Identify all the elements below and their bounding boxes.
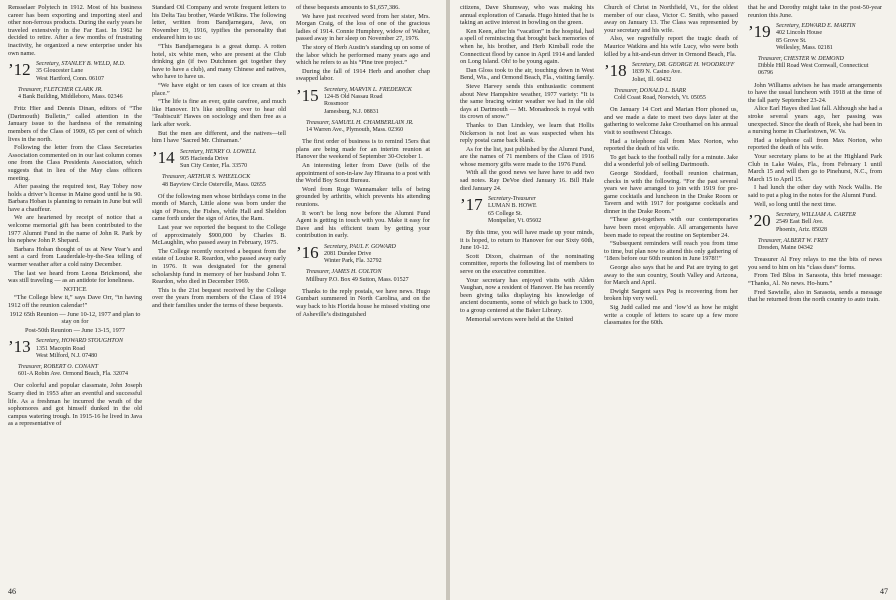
paragraph: Had a telephone call from Max Norton, who reported the death of his wife. (604, 137, 738, 153)
paragraph: I had lunch the other day with Nock Wallis. He said to put a plug in the notes for the Alumni Fund. (748, 184, 882, 199)
paragraph: Last year we reported the bequest to the College of approximately $900,000 by Charles B. McLaughlin, who passed away in February, 1975. (152, 224, 286, 247)
paragraph: “These get-togethers with our contemporaries have been most enjoyable. All arrangements have been made to repeat the routine on September 24. (604, 216, 738, 239)
notice-heading: NOTICE (63, 285, 87, 293)
paragraph: Thanks to Dan Lindsley, we learn that Hollis Nickerson is not lost as was suspected when his reply postal came back blank. (460, 121, 594, 145)
class-header-1912 (8, 61, 142, 83)
paragraph: Of the following men whose birthdays come in the month of March, Little alone was born under the sign of Pisces, the Fishes, while Hall and Sheldon came forth under the sign of Aries, the Ram. (152, 192, 286, 223)
paragraph: “We have eight or ten cases of ice cream at this place.” (152, 81, 286, 97)
class-header-1920 (748, 212, 882, 234)
paragraph: Memorial services were held at the United (466, 315, 574, 323)
class-header-1918 (604, 62, 738, 84)
paragraph: Fred Sawtelle, also in Sarasota, sends a message that he returned from the north country to auto train. (748, 288, 882, 304)
class-header-1913 (8, 338, 142, 360)
class-secretary-info: Secretary, MARVIN L. FREDERICK 124-B Old Nassau Road Rossmoor Jamesburg, N.J. 08831 (324, 86, 412, 115)
paragraph: Treasurer Al Frey relays to me the bits of news you send to him on his “class dues” forms. (748, 256, 882, 271)
class-secretary-info: Secretary-Treasurer LUMAN B. HOWE 65 College St. Montpelier, Vt. 05602 (488, 196, 542, 224)
class-treasurer-info: Treasurer, JAMES H. COLTON Millbury P.O. Box 49 Sutton, Mass. 01527 (306, 269, 409, 283)
class-year: ’18 (604, 61, 627, 81)
paragraph: The last we heard from Leona Brickmond, she was still traveling — as an antidote for loneliness. (8, 269, 142, 285)
paragraph: Word from Ruge Wannamaker tells of being grounded by arthritis, which prevents his attending reunions. (296, 185, 430, 208)
left-page (0, 0, 446, 600)
class-year: ’13 (8, 337, 31, 357)
paragraph: “The life is fine an ever, quite carefree, and much like Hanover. It’s like strolling over to hear old ‘Teabiscuit’ Hawes on sociology and then free as a lark after work. (152, 98, 286, 128)
page-number: 46 (8, 587, 16, 596)
paragraph: Dwight Sargent says Peg is recovering from her broken hip very well. (604, 287, 738, 303)
class-year: ’12 (8, 60, 31, 80)
paragraph: Following the letter from the Class Secretaries Association commented on in our last column comes one from the Class Presidents Association, which suggests that in lieu of the May class officers meeting. (8, 144, 142, 182)
paragraph: We are heartened by receipt of notice that a welcome memorial gift has been contributed to the 1977 Alumni Fund in the name of John R. Park by his nephew John P. Shepard. (8, 214, 142, 245)
paragraph: The College recently received a bequest from the estate of Louise R. Reardon, who passed away early in 1976. It was designated for the general scholarship fund in memory of her husband John T. Reardon, who died in December 1969. (152, 247, 286, 286)
paragraph: Our colorful and popular classmate, John Joseph Scarry died in 1953 after an eventful and successful life. As a freshman he incurred the wrath of the sophomores and got himself dunked in the old campus watering trough. In 1915-16 he lived in Java as a representative of (8, 382, 142, 428)
paragraph: From Ted Bliss in Sarasota, this brief message: “Thanks, Al. No news. Ho-hum.” (748, 272, 882, 287)
paragraph: George also says that he and Pat are trying to get away to the sun country, South Valley and Arizona, for March and April. (604, 264, 738, 287)
class-treasurer-info: Treasurer, SAMUEL H. CHAMBERLAIN JR. 14 Warren Ave., Plymouth, Mass. 02360 (306, 119, 414, 133)
class-treasurer-info: Treasurer, ROBERT O. CONANT 601-A Robin Ave. Ormond Beach, Fla. 32074 (18, 364, 129, 378)
class-header-1916 (296, 244, 430, 266)
paragraph: that he and Dorothy might take in the post-50-year reunion this June. (748, 4, 882, 19)
notice-body: “The College blew it,” says Dave Orr, “in having 1912 off the reunion calendar!” (8, 294, 142, 310)
paragraph: Sig Judd called me and ’low’d as how he might write a couple of letters to scare up a few more classmates for the 60th. (604, 304, 738, 327)
paragraph: Also, we regretfully report the tragic death of Maurice Watkins and his wife Lucy, who were both killed by a hit-and-run driver in Ormond Beach, Fla. (604, 35, 738, 58)
paragraph: Your secretary has enjoyed visits with Alden Vaughan, now a resident of Hanover. He has recently been giving talks displaying his knowledge of ancient documents, some of which go back to 1300, to a group centered at the Baker Library. (460, 276, 594, 314)
paragraph: Barbara Hoban thought of us at New Year’s and sent a card from Lauderdale-by-the-Sea telling of warmer weather after a cold rainy December. (8, 245, 142, 269)
class-header-1914 (152, 149, 286, 171)
reunion-line: 1912 65th Reunion — June 10-12, 1977 and plan to stay on for (9, 310, 141, 326)
paragraph: Ken Keen, after his “vacation” in the hospital, had a spell of reminiscing that brought back memories of when he, his brother, and Herb Kimball rode the Connecticut flood by canoe in April 1914 and landed on Long Island. Oh! to be young again. (460, 27, 594, 66)
class-secretary-info: Secretary, HENRY O. LOWELL 905 Hacienda Drive Sun City Center, Fla. 33570 (180, 148, 257, 170)
class-header-1915 (296, 87, 430, 116)
left-column-1 (8, 4, 142, 584)
paragraph: To get back to the football rally for a minute. Jake did a wonderful job of selling Dartmouth. (604, 153, 738, 169)
paragraph: Steve Harvey sends this enthusiastic comment about New Hampshire weather, 1977 variety: “It is the same bracing winter weather we had in the old days at Dartmouth — Mt. Monadnock is royal with its crown of snow.” (460, 82, 594, 121)
class-year: ’14 (152, 147, 175, 167)
class-treasurer-info: Treasurer, CHESTER W. DEMOND Dibble Hill Road West Cornwall, Connecticut 06796 (758, 56, 869, 77)
reunion-line: Post-50th Reunion — June 13-15, 1977 (24, 326, 126, 334)
class-treasurer-info: Treasurer, ARTHUR S. WHEELOCK 48 Bayview Circle Osterville, Mass. 02655 (162, 174, 266, 188)
paragraph: By this time, you will have made up your minds, it is hoped, to return to Hanover for our Sixty 60th, June 10-12. (460, 229, 594, 252)
paragraph: citizens, Dave Shumway, who was making his annual exploration of Canada. Hugo hinted that he is taking an active interest in bowling on the green. (460, 4, 594, 27)
paragraph: Alice Earl Hayes died last fall. Although she had a stroke several years ago, her passing was unexpected. Since the death of Reek, she had been in a nursing home in Charlestown, W. Va. (748, 105, 882, 136)
paragraph: On January 14 Cort and Marian Horr phoned us, and we made a date to meet two days later at the gathering to welcome Jake Crouthamel on his annual visit to southwest Chicago. (604, 106, 738, 136)
paragraph: Had a telephone call from Max Norton, who reported the death of his wife. (748, 136, 882, 152)
paragraph: “Subsequent reminders will reach you from time to time, but plan now to attend this only gathering of ’18ers before our 60th reunion in June 1978!!” (604, 240, 738, 263)
paragraph: Fritz Hier and Dennis Dinan, editors of “The (Dartmouth) Bulletin,” called attention in the January issue to the hardness of the remaining members of the Class of 1909, 65 per cent of which lives in the north. (8, 105, 142, 143)
paragraph: The first order of business is to remind 15ers that plans are being made for an interim reunion at Hanover the weekend of September 30-October 1. (296, 138, 430, 161)
paragraph: It won’t be long now before the Alumni Fund Agent is getting in touch with you. Make it easy for Dave and his efficient team by getting your contribution in early. (296, 209, 430, 240)
class-secretary-info: Secretary, HOWARD STOUGHTON 1351 Macopin Road West Milford, N.J. 07480 (36, 338, 123, 359)
paragraph: We have just received word from her sister, Mrs. Morgan Craig, of the loss of one of the gracious ladies of 1914. Connie Humphrey, widow of Walter, passed away in her sleep on November 27, 1976. (296, 12, 430, 43)
class-secretary-info: Secretary, WILLIAM A. CARTER 2549 East Bell Ave. Phoenix, Ariz. 85028 (776, 212, 856, 233)
paragraph: With all the good news we have have to add two sad notes. Ray DeVoe died January 16. Bill Hale died January 24. (460, 169, 594, 192)
paragraph: The story of Herb Austin’s standing up on some of the labor which he performed many years ago and which he refers to as his “Pine tree project.” (296, 43, 430, 67)
paragraph: Church of Christ in Northfield, Vt., for the oldest member of our class, Victor C. Smith, who passed away on January 13. The Class was represented by your secretary and his wife. (604, 4, 738, 34)
class-header-1917 (460, 196, 594, 225)
paragraph: As for the list, just published by the Alumni Fund, are the names of 71 members of the Class of 1916 whose memory gifts were made to the 1976 Fund. (460, 145, 594, 168)
class-secretary-info: Secretary, DR. GEORGE H. WOODRUFF 1839 N. Casino Ave. Joliet, Ill. 60432 (632, 62, 735, 83)
paragraph: During the fall of 1914 Herb and another chap swapped labor. (296, 67, 430, 83)
class-treasurer-info: Treasurer, DONALD L. BARR Cold Coast Road, Norwich, Vt. 05055 (614, 87, 706, 101)
class-secretary-info: Secretary, EDWARD E. MARTIN 402 Lincoln House 85 Grove St. Wellesley, Mass. 02181 (776, 23, 856, 51)
right-page (450, 0, 896, 600)
class-treasurer-info: Treasurer, FLETCHER CLARK JR. 4 Bank Building, Middleboro, Mass. 02346 (18, 86, 123, 100)
paragraph: John Williams advises he has made arrangements to have the usual luncheon with 1918 at the time of the fall party September 23-24. (748, 81, 882, 104)
paragraph: Thanks to the reply postals, we have news. Hugo Gumbart summered in North Carolina, and on the way back to his Florida house he missed visiting one of Asheville’s distinguished (296, 287, 430, 318)
paragraph: George Stoddard, football reunion chairman, checks in with the following. “For the past several years we have arranged to join with 1919 for pre-game cocktails and luncheon in the Drake Room or Tavern and with 1917 for postgame cocktails and dinner in the Drake Room.” (604, 169, 738, 215)
left-column-2 (152, 4, 286, 584)
class-year: ’20 (748, 211, 771, 231)
class-year: ’17 (460, 195, 483, 215)
paragraph: But the men are different, and the natives—tell him I have ‘Sacred Mr. Chinaman.’ (152, 129, 286, 145)
paragraph: Rensselaer Polytech in 1912. Most of his business career has been exporting and importing steel and other non-ferrous products. During the early years he traveled extensively in the Far East. In 1962 he decided to retire. After a few months of frustrating inactivity, he organized a new enterprise under his own name. (8, 4, 142, 57)
paragraph: This is the 21st bequest received by the College over the years from members of the Class of 1914 and their families under the terms of these bequests. (152, 286, 286, 310)
paragraph: Well, so long until the next time. (754, 200, 837, 208)
right-column-1 (460, 4, 594, 584)
paragraph: of these bequests amounts to $1,657,386. (296, 4, 400, 11)
class-secretary-info: Secretary, PAUL F. GOWARD 2081 Dundee Drive Winter Park, Fla. 32792 (324, 243, 396, 265)
class-secretary-info: Secretary, STANLEY B. WELD, M.D. 35 Gloucester Lane West Hartford, Conn. 06107 (36, 61, 126, 82)
class-year: ’15 (296, 85, 319, 105)
paragraph: Your secretary plans to be at the Highland Park Club in Lake Wales, Fla., from February 1 until March 15 and will then go to Pinehurst, N.C., from March 15 to April 15. (748, 152, 882, 183)
paragraph: Scott Dixon, chairman of the nominating committee, reports the following list of members to serve on the executive committee. (460, 252, 594, 276)
paragraph: After passing the required test, Ray Tobey now holds a driver’s license in Maine good until he is 90. Barbara Hoban is planning to remain in June but will have a chauffeur. (8, 183, 142, 213)
class-year: ’19 (748, 22, 771, 42)
page-number: 47 (880, 587, 888, 596)
class-treasurer-info: Treasurer, ALBERT W. FREY Dresden, Maine 04342 (758, 237, 828, 251)
paragraph: An interesting letter from Dave (tells of the appointment of son-in-law Jay Hirasna to a post with the World Boy Scout Bureau. (296, 161, 430, 185)
right-column-2 (604, 4, 738, 584)
right-column-3 (748, 4, 882, 584)
class-year: ’16 (296, 242, 319, 262)
class-header-1919 (748, 23, 882, 52)
left-column-3 (296, 4, 430, 584)
paragraph: Standard Oil Company and wrote frequent letters to his Delta Tau brother, Warde Wilkins. The following letter, written from Bandjarnegara, Java, on November 19, 1916, typifies the personality that endeared him to us: (152, 4, 286, 42)
paragraph: “This Bandjarnegara is a great dump. A rotten hotel, six white men, who are present at the Club drinking gin (if two Dutchmen get together they have to have a club), and many Chinese and natives, who have to have us. (152, 42, 286, 81)
paragraph: Dan Gloss took to the air, touching down in West Bend, Wis., and Ormond Beach, Fla., visiting family. (460, 66, 594, 82)
